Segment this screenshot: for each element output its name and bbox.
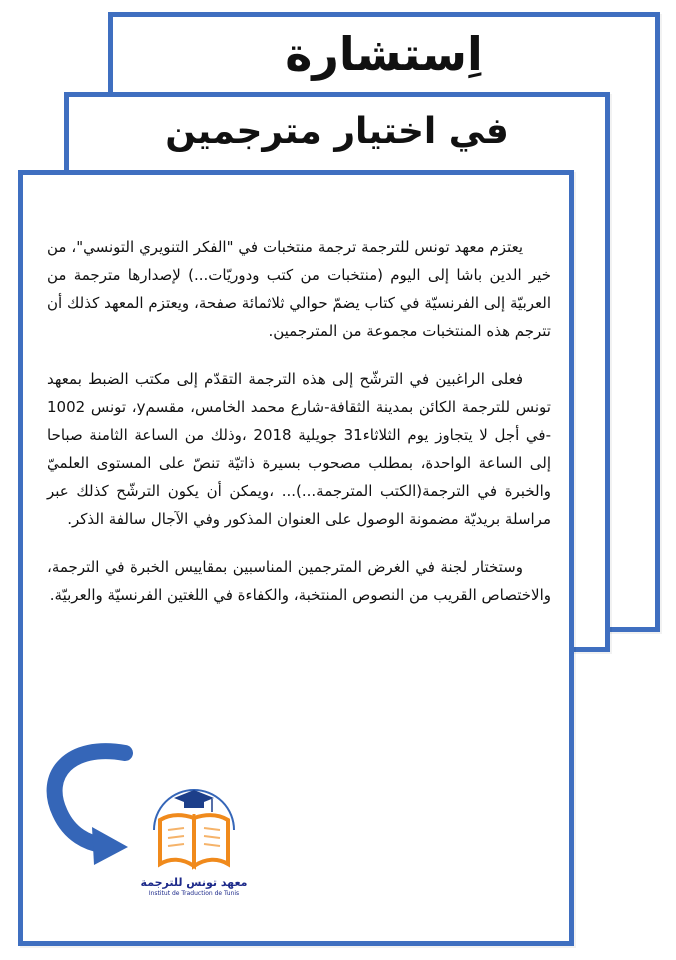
paragraph-intro: يعتزم معهد تونس للترجمة ترجمة منتخبات في "الفكر التنويري التونسي"، من خير الدين باشا إلى اليوم (منتخبات من كتب ودوريّات...) لإصدارها مترجمة من العربيّة إلى الفرنسيّة في كتاب يضمّ حوالي ثلاثمائة صفحة، ويعتزم المعهد كذلك أن تترجم هذه المنتخبات مجموعة من المترجمين. xyxy=(47,238,551,340)
logo-subtitle: Institut de Traduction de Tunis xyxy=(148,890,240,897)
page-title: اِستشارة xyxy=(285,27,483,81)
graduation-book-icon xyxy=(144,784,244,872)
paragraph-selection: وستختار لجنة في الغرض المترجمين المناسبين بمقاييس الخبرة في الترجمة، والاختصاص القريب من النصوص المنتخبة، والكفاءة في اللغتين الفرنسيّة والعربيّة. xyxy=(47,558,551,604)
curved-arrow-icon xyxy=(30,735,150,875)
announcement-body xyxy=(47,233,551,629)
logo-name: معهد تونس للترجمة xyxy=(140,876,248,889)
paragraph-application: فعلى الراغبين في الترشّح إلى هذه الترجمة التقدّم إلى مكتب الضبط بمعهد تونس للترجمة الكائن بمدينة الثقافة-شارع محمد الخامس، مقسمy، تونس 1002 -في أجل لا يتجاوز يوم الثلاثاء31 جويلية 2018 ،وذلك من الساعة الثامنة صباحا إلى الساعة الواحدة، بمطلب مصحوب بسيرة ذاتيّة تنصّ على المستوى العلميّ والخبرة في الترجمة(الكتب المترجمة...)... ،ويمكن أن يكون الترشّح كذلك عبر مراسلة بريديّة مضمونة الوصول على العنوان المذكور وفي الآجال سالفة الذكر. xyxy=(47,370,551,528)
page-subtitle: في اختيار مترجمين xyxy=(165,111,509,152)
institute-logo xyxy=(138,784,250,898)
